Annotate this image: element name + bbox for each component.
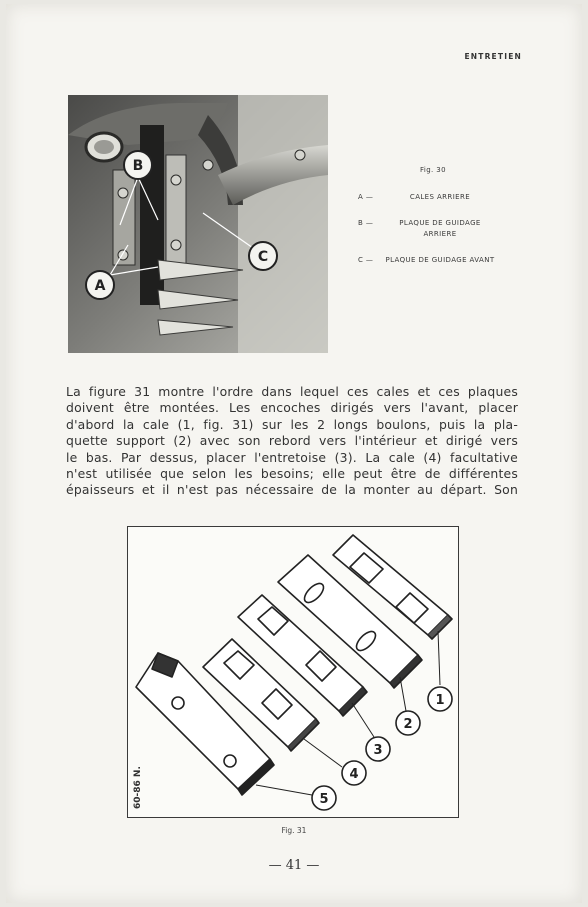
callout-5 <box>312 786 336 810</box>
paragraph-line: La figure 31 montre l'ordre dans lequel ces cales et ces plaques <box>66 384 518 399</box>
svg-text:A: A <box>94 278 106 294</box>
svg-text:4: 4 <box>349 767 359 782</box>
legend-item-b <box>358 218 498 240</box>
figure-30-legend <box>358 166 498 281</box>
svg-text:2: 2 <box>403 717 413 732</box>
figure-31-drawing <box>127 526 459 818</box>
callout-2 <box>396 711 420 735</box>
paragraph-line: le bas. Par dessus, placer l'entretoise (3). La cale (4) facultative <box>66 449 518 465</box>
callout-1 <box>428 687 452 711</box>
figure-31-caption: Fig. 31 <box>281 826 307 835</box>
legend-key: A — <box>358 193 374 201</box>
page-number: — 41 — <box>268 858 320 873</box>
svg-text:3: 3 <box>373 743 383 758</box>
paragraph-line: d'abord la cale (1, fig. 31) sur les 2 longs boulons, puis la pla- <box>66 416 518 432</box>
callout-b <box>124 151 152 179</box>
figure-30-caption: Fig. 30 <box>419 166 447 174</box>
drawing-code: 60-86 N. <box>133 766 143 809</box>
legend-key: B — <box>358 219 374 227</box>
legend-text: PLAQUE DE GUIDAGE AVANT <box>385 256 495 264</box>
svg-text:C: C <box>257 249 269 265</box>
figure-31-illustration <box>128 527 458 817</box>
body-paragraph <box>66 384 518 499</box>
svg-text:5: 5 <box>319 792 329 807</box>
figure-30-photo <box>68 95 328 353</box>
callout-a <box>86 271 114 299</box>
callout-3 <box>366 737 390 761</box>
svg-text:B: B <box>132 158 144 174</box>
svg-text:1: 1 <box>435 693 445 708</box>
legend-text: CALES ARRIERE <box>409 193 471 201</box>
legend-item-c <box>358 255 498 266</box>
figure-30-illustration <box>68 95 328 353</box>
paragraph-line: quette support (2) avec son rebord vers l'intérieur et dirigé vers <box>66 433 518 449</box>
paragraph-line: n'est utilisée que selon les besoins; elle peut être de différentes <box>66 466 518 482</box>
callout-c <box>249 242 277 270</box>
legend-text: PLAQUE DE GUIDAGE ARRIERE <box>399 219 481 238</box>
paragraph-line: épaisseurs et il n'est pas nécessaire de la monter au départ. Son <box>66 482 518 498</box>
legend-item-a <box>358 192 498 203</box>
callout-4 <box>342 761 366 785</box>
legend-key: C — <box>358 256 374 264</box>
paragraph-line: doivent être montées. Les encoches dirigés vers l'avant, placer <box>66 400 518 416</box>
section-header: ENTRETIEN <box>464 52 522 61</box>
